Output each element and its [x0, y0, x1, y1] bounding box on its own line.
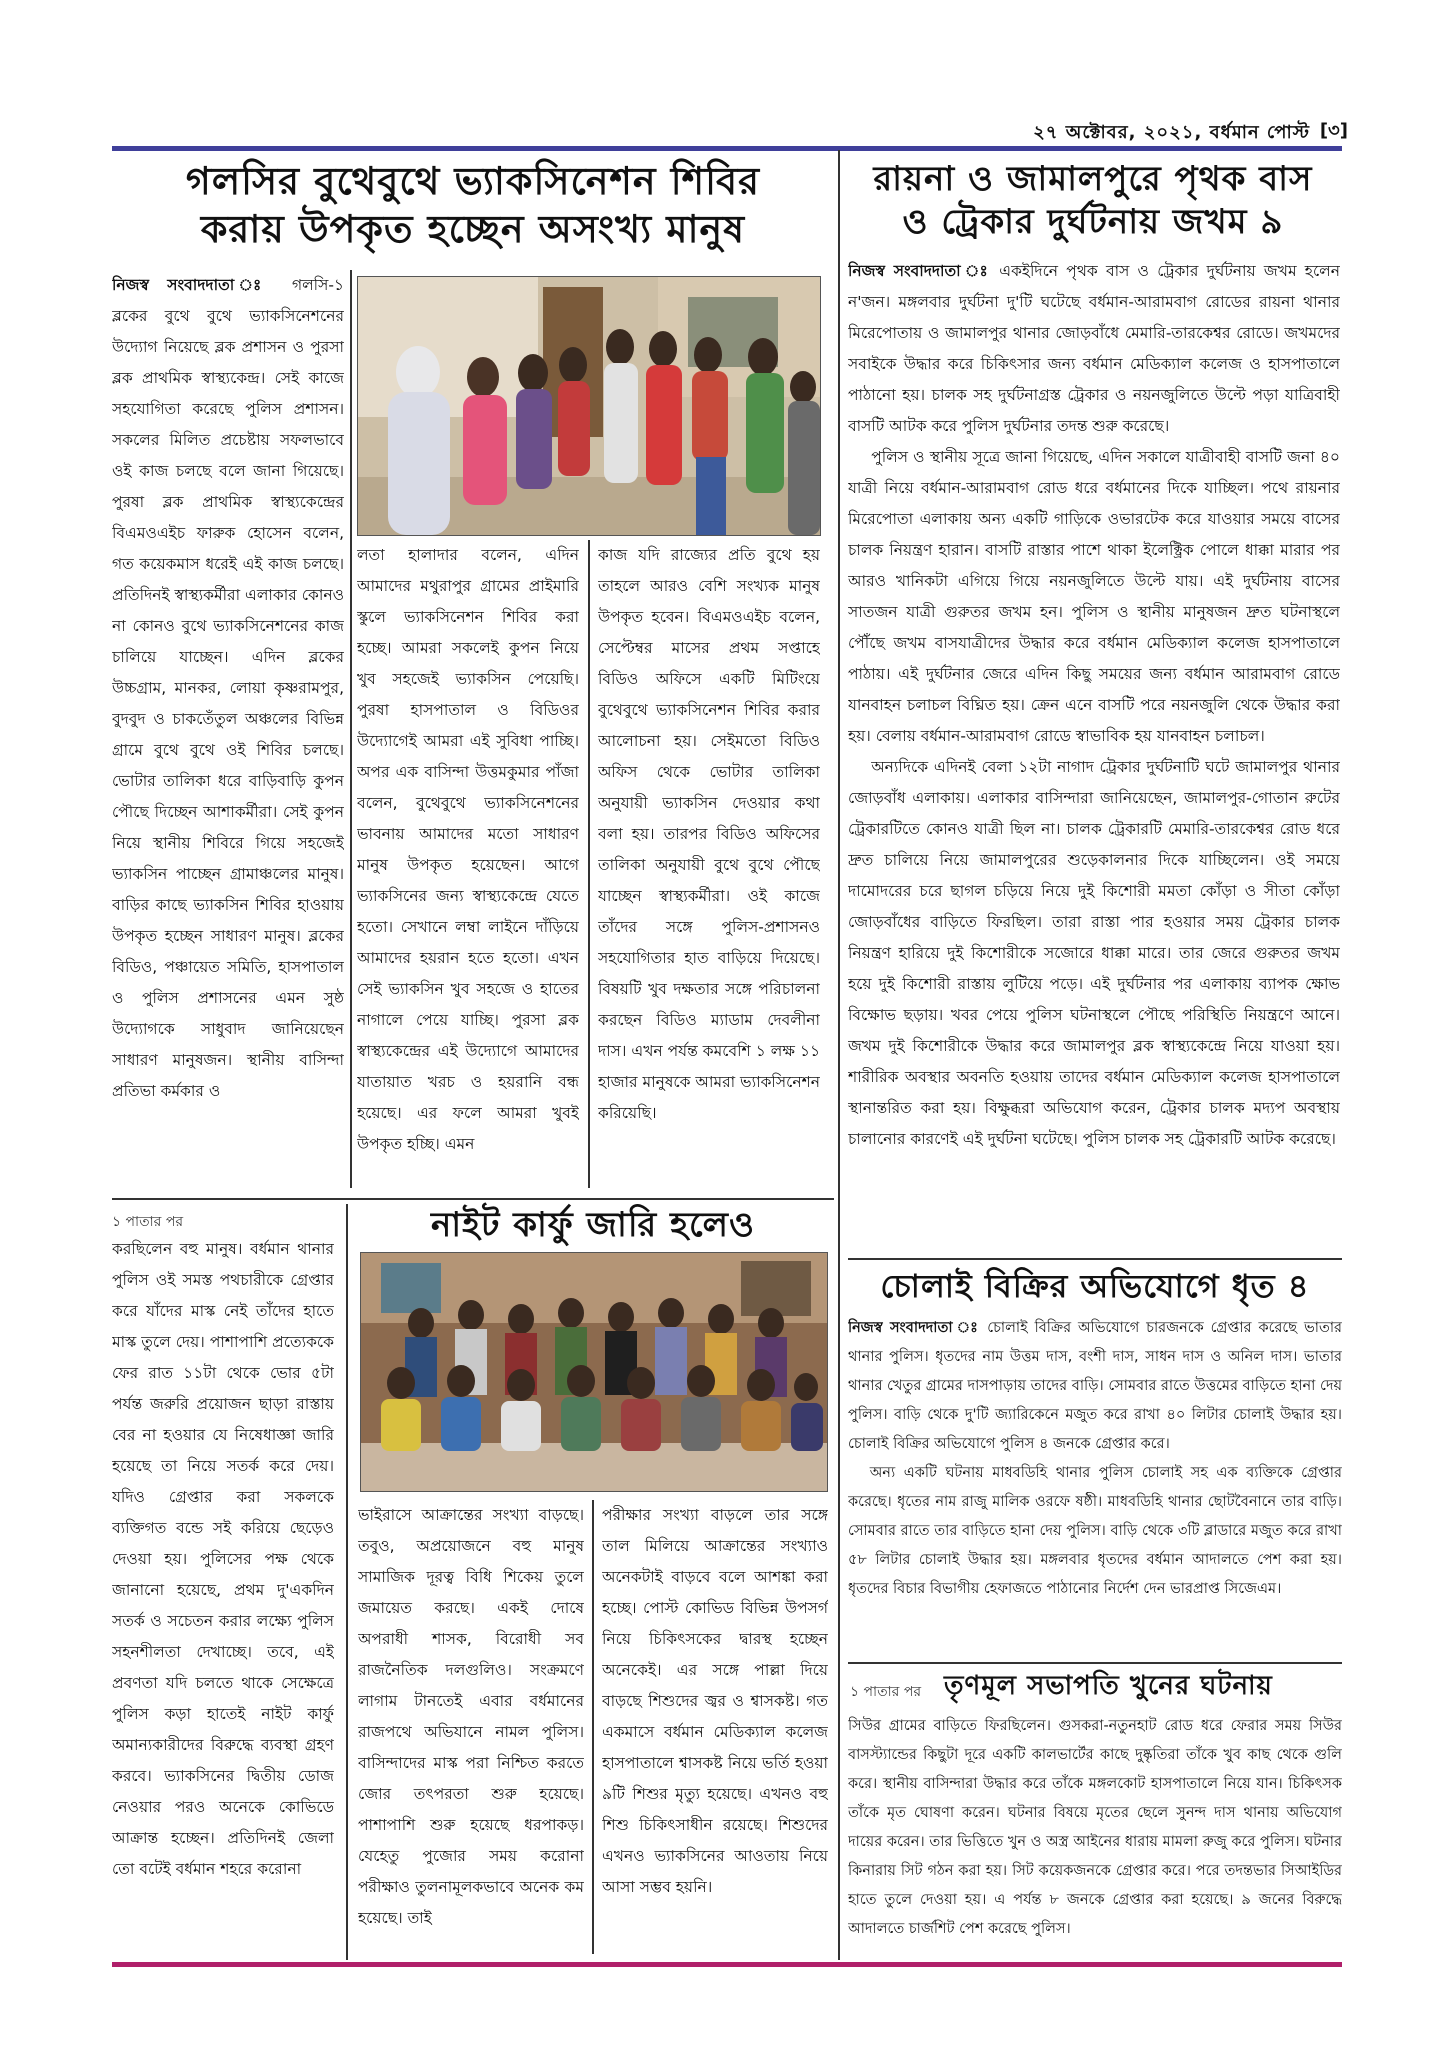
- column-separator: [588, 540, 590, 1188]
- section-divider: [112, 1198, 834, 1200]
- column-separator: [346, 1204, 348, 1960]
- story1-column-2: লতা হালাদার বলেন, এদিন আমাদের মথুরাপুর গ্রামের প্রাইমারি স্কুলে ভ্যাকসিনেশন শিবির করা হচ্ছে। আমরা সকলেই কুপন নিয়ে খুব সহজেই ভ্যাকসিন পেয়েছি। পুরষা হাসপাতাল ও বিডিওর উদ্যোগেই আমরা এই সুবিধা পাচ্ছি। অপর এক বাসিন্দা উত্তমকুমার পাঁজা বলেন, বুথেবুথে ভ্যাকসিনেশনের ভাবনায় আমাদের মতো সাধারণ মানুষ উপকৃত হয়েছেন। আগে ভ্যাকসিনের জন্য স্বাস্থ্যকেন্দ্রে যেতে হতো। সেখানে লম্বা লাইনে দাঁড়িয়ে আমাদের হয়রান হতে হতো। এখন সেই ভ্যাকসিন খুব সহজে ও হাতের নাগালে পেয়ে যাচ্ছি। পুরসা ব্লক স্বাস্থ্যকেন্দ্রের এই উদ্যোগে আমাদের যাতায়াত খরচ ও হয়রানি বন্ধ হয়েছে। এর ফলে আমরা খুবই উপকৃত হচ্ছি। এমন: [357, 546, 579, 1153]
- story2-paragraph-1: [848, 256, 1340, 442]
- story1-headline-line2: করায় উপকৃত হচ্ছেন অসংখ্য মানুষ: [200, 206, 746, 251]
- section-divider: [848, 1662, 1342, 1664]
- story5-paragraph-1: [848, 1314, 1342, 1459]
- dateline: ২৭ অক্টোবর, ২০২১, বর্ধমান পোস্ট: [1033, 122, 1310, 143]
- story1-column-1: [112, 270, 344, 1188]
- column-separator: [350, 270, 352, 1188]
- story3-continued-label: ১ পাতার পর: [112, 1214, 184, 1230]
- story5-body: [848, 1314, 1342, 1652]
- arrest-photo-image: [361, 1253, 827, 1491]
- story6-headline: তৃণমূল সভাপতি খুনের ঘটনায়: [944, 1671, 1273, 1701]
- section-divider: [848, 1258, 1342, 1260]
- story5-paragraph-2: অন্য একটি ঘটনায় মাধবডিহি থানার পুলিস চোলাই সহ এক ব্যক্তিকে গ্রেপ্তার করেছে। ধৃতের নাম রাজু মালিক ওরফে ষষ্ঠী। মাধবডিহি থানার ছোটবৈনানে তার বাড়ি। সোমবার রাতে তার বাড়িতে হানা দেয় পুলিস। বাড়ি থেকে ৩টি ব্লাডারে মজুত করে রাখা ৫৮ লিটার চোলাই উদ্ধার হয়। মঙ্গলবার ধৃতদের বর্ধমান আদালতে পেশ করা হয়। ধৃতদের বিচার বিভাগীয় হেফাজতে পাঠানোর নির্দেশ দেন ভারপ্রাপ্ত সিজেএম।: [848, 1465, 1342, 1597]
- top-rule: [112, 146, 1342, 151]
- story2-headline-line2: ও ট্রেকার দুর্ঘটনায় জখম ৯: [902, 201, 1284, 242]
- story3-body: করছিলেন বহু মানুষ। বর্ধমান থানার পুলিস ওই সমস্ত পথচারীকে গ্রেপ্তার করে যাঁদের মাস্ক নেই তাঁদের হাতে মাস্ক তুলে দেয়। পাশাপাশি প্রত্যেককে ফের রাত ১১টা থেকে ভোর ৫টা পর্যন্ত জরুরি প্রয়োজন ছাড়া রাস্তায় বের না হওয়ার যে নিষেধাজ্ঞা জারি হয়েছে তা নিয়ে সতর্ক করে দেয়। যদিও গ্রেপ্তার করা সকলকে ব্যক্তিগত বন্ডে সই করিয়ে ছেড়েও দেওয়া হয়। পুলিসের পক্ষ থেকে জানানো হয়েছে, প্রথম দু'একদিন সতর্ক ও সচেতন করার লক্ষ্যে পুলিস সহনশীলতা দেখাচ্ছে। তবে, এই প্রবণতা যদি চলতে থাকে সেক্ষেত্রে পুলিস কড়া হাতেই নাইট কার্ফু অমান্যকারীদের বিরুদ্ধে ব্যবস্থা গ্রহণ করবে। ভ্যাকসিনের দ্বিতীয় ডোজ নেওয়ার পরও অনেকে কোভিডে আক্রান্ত হচ্ছেন। প্রতিদিনই জেলা তো বটেই বর্ধমান শহরে করোনা: [112, 1240, 334, 1878]
- story2-body: [848, 256, 1340, 1254]
- story4-column-1: ভাইরাসে আক্রান্তের সংখ্যা বাড়ছে। তবুও, অপ্রয়োজনে বহু মানুষ সামাজিক দূরত্ব বিধি শিকেয় তুলে জমায়েত করছে। একই দোষে অপরাধী শাসক, বিরোধী সব রাজনৈতিক দলগুলিও। সংক্রমণে লাগাম টানতেই এবার বর্ধমানের রাজপথে অভিযানে নামল পুলিস। বাসিন্দাদের মাস্ক পরা নিশ্চিত করতে জোর তৎপরতা শুরু হয়েছে। পাশাপাশি শুরু হয়েছে ধরপাকড়। যেহেতু পুজোর সময় করোনা পরীক্ষাও তুলনামূলকভাবে অনেক কম হয়েছে। তাই: [358, 1506, 584, 1927]
- story2-headline: [848, 158, 1338, 243]
- story1-headline: [112, 158, 834, 253]
- section-separator: [838, 150, 840, 1960]
- story6-body: সিউর গ্রামের বাড়িতে ফিরছিলেন। গুসকরা-নতুনহাট রোড ধরে ফেরার সময় সিউর বাসস্ট্যান্ডের কিছুটা দূরে একটি কালভার্টের কাছে দুষ্কৃতিরা তাঁকে খুব কাছ থেকে গুলি করে। স্থানীয় বাসিন্দারা উদ্ধার করে তাঁকে মঙ্গলকোট হাসপাতালে নিয়ে যান। চিকিৎসক তাঁকে মৃত ঘোষণা করেন। ঘটনার বিষয়ে মৃতের ছেলে সুনন্দ দাস থানায় অভিযোগ দায়ের করেন। তার ভিত্তিতে খুন ও অস্ত্র আইনের ধারায় মামলা রুজু করে পুলিস। ঘটনার কিনারায় সিট গঠন করা হয়। সিট কয়েকজনকে গ্রেপ্তার করে। পরে তদন্তভার সিআইডির হাতে তুলে দেওয়া হয়। এ পর্যন্ত ৮ জনকে গ্রেপ্তার করা হয়েছে। ৯ জনের বিরুদ্ধে আদালতে চার্জশিট পেশ করেছে পুলিস।: [848, 1718, 1342, 1937]
- story1-column-3: কাজ যদি রাজ্যের প্রতি বুথে হয় তাহলে আরও বেশি সংখ্যক মানুষ উপকৃত হবেন। বিএমওএইচ বলেন, সেপ্টেম্বর মাসের প্রথম সপ্তাহে বিডিও অফিসে একটি মিটিংয়ে বুথেবুথে ভ্যাকসিনেশন শিবির করার আলোচনা হয়। সেইমতো বিডিও অফিস থেকে ভোটার তালিকা অনুযায়ী ভ্যাকসিন দেওয়ার কথা বলা হয়। তারপর বিডিও অফিসের তালিকা অনুযায়ী বুথে বুথে পৌছে যাচ্ছেন স্বাস্থ্যকর্মীরা। ওই কাজে তাঁদের সঙ্গে পুলিস-প্রশাসনও সহযোগিতার হাত বাড়িয়ে দিয়েছে। বিষয়টি খুব দক্ষতার সঙ্গে পরিচালনা করছেন বিডিও ম্যাডাম দেবলীনা দাস। এখন পর্যন্ত কমবেশি ১ লক্ষ ১১ হাজার মানুষকে আমরা ভ্যাকসিনেশন করিয়েছি।: [598, 546, 820, 1122]
- story1-col1-text: গলসি-১ ব্লকের বুথে বুথে ভ্যাকসিনেশনের উদ্যোগ নিয়েছে ব্লক প্রশাসন ও পুরসা ব্লক প্রাথমিক স্বাস্থ্যকেন্দ্র। সেই কাজে সহযোগিতা করেছে পুলিস প্রশাসন। সকলের মিলিত প্রচেষ্টায় সফলভাবে ওই কাজ চলছে বলে জানা গিয়েছে। পুরষা ব্লক প্রাথমিক স্বাস্থ্যকেন্দ্রের বিএমওএইচ ফারুক হোসেন বলেন, গত কয়েকমাস ধরেই এই কাজ চলছে। প্রতিদিনই স্বাস্থ্যকর্মীরা এলাকার কোনও না কোনও বুথে ভ্যাকসিনেশনের কাজ চালিয়ে যাচ্ছেন। এদিন ব্লকের উচ্চগ্রাম, মানকর, লোয়া কৃষ্ণরামপুর, বুদবুদ ও চাকতেঁতুল অঞ্চলের বিভিন্ন গ্রামে বুথে বুথে ওই শিবির চলছে। ভোটার তালিকা ধরে বাড়িবাড়ি কুপন পৌছে দিচ্ছেন আশাকর্মীরা। সেই কুপন নিয়ে স্থানীয় শিবিরে গিয়ে সহজেই ভ্যাকসিন পাচ্ছেন গ্রামাঞ্চলের মানুষ। বাড়ির কাছে ভ্যাকসিন শিবির হাওয়ায় উপকৃত হচ্ছেন সাধারণ মানুষ। ব্লকের বিডিও, পঞ্চায়েত সমিতি, হাসপাতাল ও পুলিস প্রশাসনের এমন সুষ্ঠ উদ্যোগকে সাধুবাদ জানিয়েছেন সাধারণ মানুষজন। স্থানীয় বাসিন্দা প্রতিভা কর্মকার ও: [112, 276, 344, 1100]
- story2-headline-line1: রায়না ও জামালপুরে পৃথক বাস: [873, 159, 1313, 199]
- bottom-rule: [112, 1962, 1342, 1967]
- story4-headline: নাইট কার্ফু জারি হলেও: [431, 1205, 755, 1245]
- story1-byline: নিজস্ব সংবাদদাতা ঃ: [112, 276, 275, 294]
- column-separator: [592, 1500, 594, 1954]
- story2-paragraph-2: পুলিস ও স্থানীয় সূত্রে জানা গিয়েছে, এদিন সকালে যাত্রীবাহী বাসটি জনা ৪০ যাত্রী নিয়ে বর্ধমান-আরামবাগ রোড ধরে বর্ধমানের দিকে যাচ্ছিল। পথে রায়নার মিরেপোতা এলাকায় অন্য একটি গাড়িকে ওভারটেক করে যাওয়ার সময়ে বাসের চালক নিয়ন্ত্রণ হারান। বাসটি রাস্তার পাশে থাকা ইলেক্ট্রিক পোলে ধাক্কা মারার পর আরও খানিকটা এগিয়ে গিয়ে নয়নজুলিতে উল্টে যায়। এই দুর্ঘটনায় বাসের সাতজন যাত্রী গুরুতর জখম হন। পুলিস ও স্থানীয় মানুষজন দ্রুত ঘটনাস্থলে পৌঁছে জখম বাসযাত্রীদের উদ্ধার করে বর্ধমান মেডিক্যাল কলেজ হাসপাতালে পাঠায়। এই দুর্ঘটনার জেরে এদিন কিছু সময়ের জন্য বর্ধমান আরামবাগ রোডে যানবাহন চলাচল বিঘ্নিত হয়। ক্রেন এনে বাসটি পরে নয়নজুলি থেকে উদ্ধার করা হয়। বেলায় বর্ধমান-আরামবাগ রোডে স্বাভাবিক হয় যানবাহন চলাচল।: [848, 448, 1340, 745]
- story4-column-2: পরীক্ষার সংখ্যা বাড়লে তার সঙ্গে তাল মিলিয়ে আক্রান্তের সংখ্যাও অনেকটাই বাড়বে বলে আশঙ্কা করা হচ্ছে। পোস্ট কোভিড বিভিন্ন উপসর্গ নিয়ে চিকিৎসকের দ্বারস্থ হচ্ছেন অনেকেই। এর সঙ্গে পাল্লা দিয়ে বাড়ছে শিশুদের জ্বর ও শ্বাসকষ্ট। গত একমাসে বর্ধমান মেডিক্যাল কলেজ হাসপাতালে শ্বাসকষ্ট নিয়ে ভর্তি হওয়া ৯টি শিশুর মৃত্যু হয়েছে। এখনও বহু শিশু চিকিৎসাধীন রয়েছে। শিশুদের এখনও ভ্যাকসিনের আওতায় নিয়ে আসা সম্ভব হয়নি।: [602, 1506, 828, 1896]
- page-header: [0, 112, 1430, 146]
- story2-para1-text: একইদিনে পৃথক বাস ও ট্রেকার দুর্ঘটনায় জখম হলেন ন'জন। মঙ্গলবার দুর্ঘটনা দু'টি ঘটেছে বর্ধমান-আরামবাগ রোডের রায়না থানার মিরেপোতায় ও জামালপুর থানার জোড়বাঁধে মেমারি-তারকেশ্বর রোডে। জখমদের সবাইকে উদ্ধার করে চিকিৎসার জন্য বর্ধমান মেডিক্যাল কলেজ ও হাসপাতালে পাঠানো হয়। চালক সহ দুর্ঘটনাগ্রস্ত ট্রেকার ও নয়নজুলিতে উল্টে পড়া যাত্রিবাহী বাসটি আটক করে পুলিস দুর্ঘটনার তদন্ত শুরু করেছে।: [848, 262, 1340, 435]
- story5-byline: নিজস্ব সংবাদদাতা ঃ: [848, 1320, 981, 1336]
- story5-para1-text: চোলাই বিক্রির অভিযোগে চারজনকে গ্রেপ্তার করেছে ভাতার থানার পুলিস। ধৃতদের নাম উত্তম দাস, বংশী দাস, সাধন দাস ও অনিল দাস। ভাতার থানার খেতুর গ্রামের দাসপাড়ায় তাদের বাড়ি। সোমবার রাতে উত্তমের বাড়িতে হানা দেয় পুলিস। বাড়ি থেকে দু'টি জ্যারিকেনে মজুত করে রাখা ৪০ লিটার চোলাই উদ্ধার হয়। চোলাই বিক্রির অভিযোগে পুলিস ৪ জনকে গ্রেপ্তার করে।: [848, 1320, 1342, 1452]
- story6-continued-label: ১ পাতার পর: [850, 1684, 922, 1700]
- vaccination-photo: [357, 276, 821, 536]
- arrest-photo: [360, 1252, 828, 1492]
- story2-paragraph-3: অন্যদিকে এদিনই বেলা ১২টা নাগাদ ট্রেকার দুর্ঘটনাটি ঘটে জামালপুর থানার জোড়বাঁধ এলাকায়। এলাকার বাসিন্দারা জানিয়েছেন, জামালপুর-গোতান রুটের ট্রেকারটিতে কোনও যাত্রী ছিল না। চালক ট্রেকারটি মেমারি-তারকেশ্বর রোড ধরে দ্রুত চালিয়ে নিয়ে জামালপুরের শুড়েকালনার দিকে যাচ্ছিলেন। ওই সময়ে দামোদরের চরে ছাগল চড়িয়ে নিয়ে দুই কিশোরী মমতা কোঁড়া ও সীতা কোঁড়া জোড়বাঁধের বাড়িতে ফিরছিল। তারা রাস্তা পার হওয়ার সময় ট্রেকার চালক নিয়ন্ত্রণ হারিয়ে দুই কিশোরীকে সজোরে ধাক্কা মারে। তার জেরে গুরুতর জখম হয়ে দুই কিশোরী রাস্তায় লুটিয়ে পড়ে। এই দুর্ঘটনার পর এলাকায় ব্যাপক ক্ষোভ বিক্ষোভ ছড়ায়। খবর পেয়ে পুলিস ঘটনাস্থলে পৌছে পরিস্থিতি নিয়ন্ত্রণে আনে। জখম দুই কিশোরীকে উদ্ধার করে জামালপুর ব্লক স্বাস্থ্যকেন্দ্রে নিয়ে যাওয়া হয়। শারীরিক অবস্থার অবনতি হওয়ায় তাদের বর্ধমান মেডিক্যাল কলেজ হাসপাতালে স্থানান্তরিত করা হয়। বিক্ষুব্ধরা অভিযোগ করেন, ট্রেকার চালক মদ্যপ অবস্থায় চালানোর কারণেই এই দুর্ঘটনা ঘটেছে। পুলিস চালক সহ ট্রেকারটি আটক করেছে।: [848, 758, 1340, 1148]
- page-number: [৩]: [1319, 120, 1348, 141]
- vaccination-photo-image: [358, 277, 820, 535]
- story1-headline-line1: গলসির বুথেবুথে ভ্যাকসিনেশন শিবির: [185, 159, 761, 203]
- story2-byline: নিজস্ব সংবাদদাতা ঃ: [848, 262, 992, 280]
- story5-headline: চোলাই বিক্রির অভিযোগে ধৃত ৪: [880, 1267, 1310, 1305]
